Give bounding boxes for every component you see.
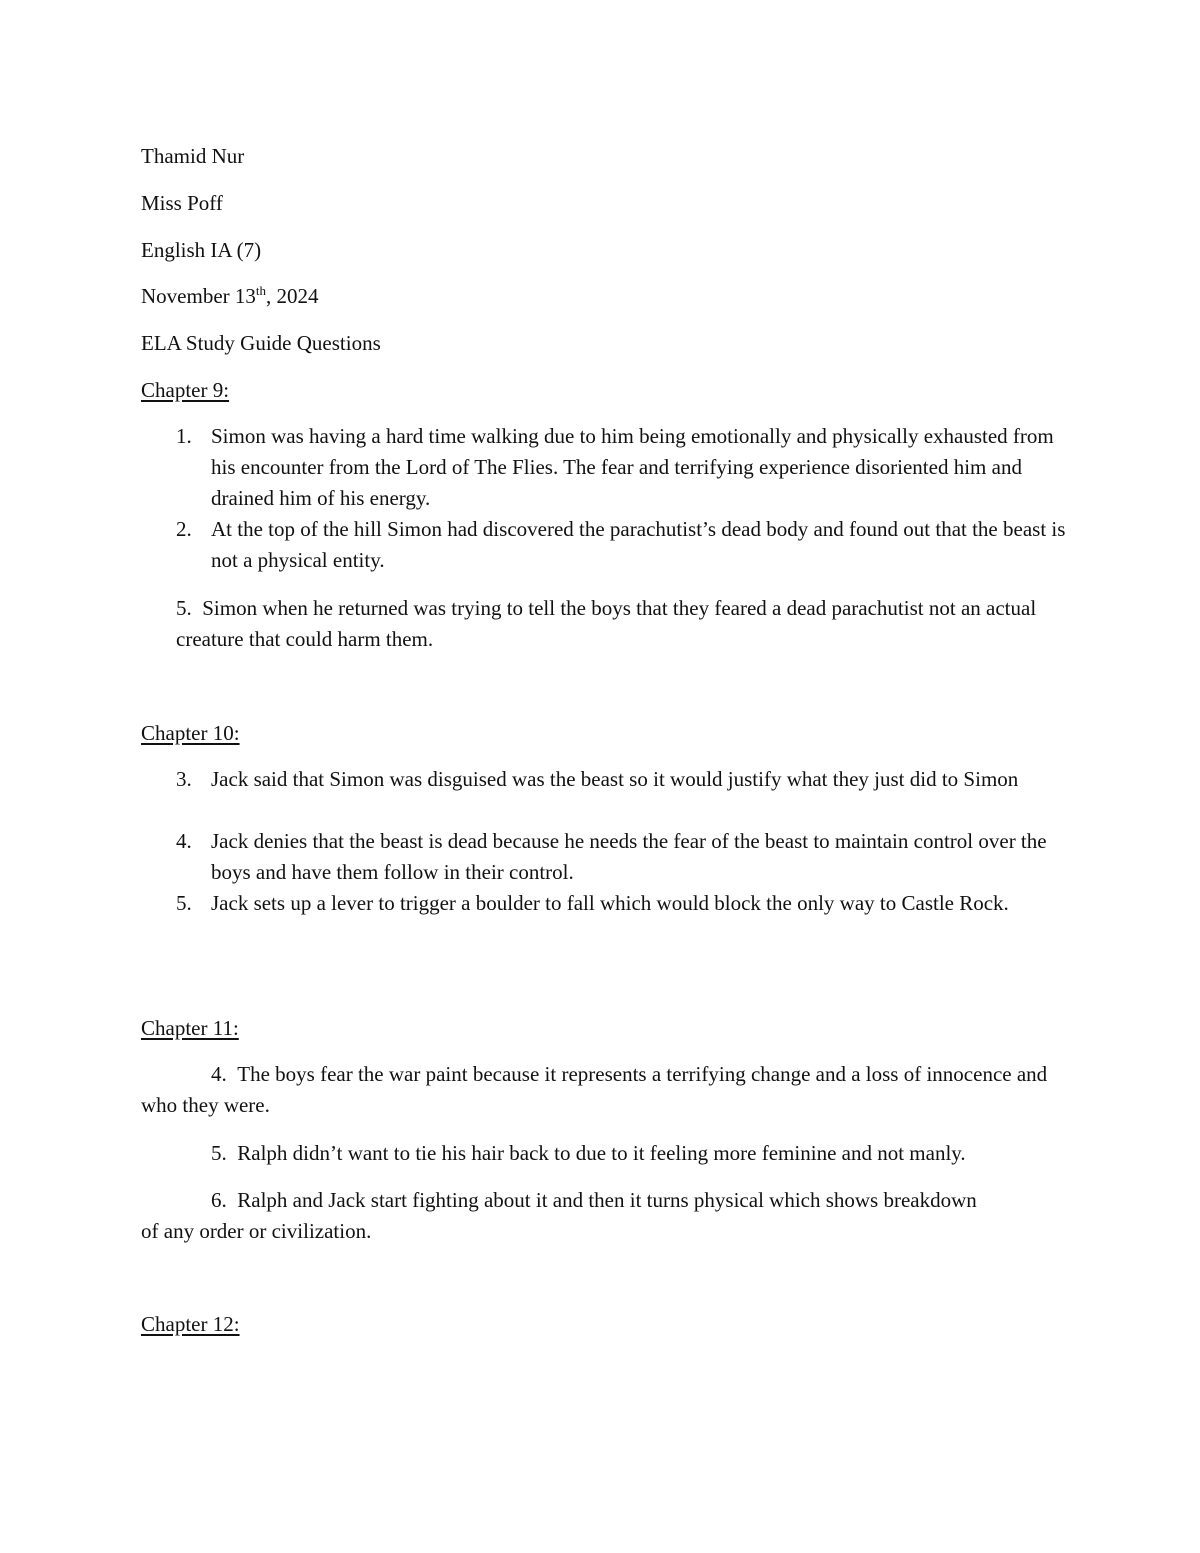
class-name: English IA (7) — [141, 238, 262, 262]
list-item: Jack denies that the beast is dead because he needs the fear of the beast to maintain control over the boys and have them follow in their control. — [211, 829, 1047, 884]
list-item: Jack sets up a lever to trigger a boulder to fall which would block the only way to Castle Rock. — [211, 891, 1009, 915]
answer-number: 6. — [211, 1188, 227, 1212]
chapter-10-heading: Chapter 10: — [141, 721, 240, 745]
list-item-number: 5. — [176, 891, 192, 915]
list-item-number: 3. — [176, 767, 192, 791]
answer-text: Ralph and Jack start fighting about it and then it turns physical which shows breakdown of any order or civilization. — [141, 1188, 977, 1243]
chapter-12-heading: Chapter 12: — [141, 1312, 240, 1336]
answer-number: 4. — [211, 1062, 227, 1086]
chapter-11-heading: Chapter 11: — [141, 1016, 239, 1040]
chapter-9-answer-5 — [176, 593, 1081, 655]
answer-text: Ralph didn’t want to tie his hair back to due to it feeling more feminine and not manly. — [237, 1141, 966, 1165]
date-ordinal: th — [255, 283, 267, 298]
teacher-name: Miss Poff — [141, 191, 223, 215]
chapter-11-answer-5 — [141, 1138, 1081, 1169]
chapter-11-answer-4 — [141, 1059, 1081, 1121]
document-title: ELA Study Guide Questions — [141, 331, 381, 355]
answer-text: The boys fear the war paint because it represents a terrifying change and a loss of innocence and who they were. — [141, 1062, 1048, 1117]
chapter-9-heading: Chapter 9: — [141, 378, 230, 402]
date-line — [141, 281, 319, 312]
list-item-number: 2. — [176, 517, 192, 541]
list-item: Jack said that Simon was disguised was the beast so it would justify what they just did to Simon — [211, 767, 1019, 791]
chapter-11-answer-6 — [141, 1185, 991, 1247]
list-item-number: 1. — [176, 424, 192, 448]
answer-number: 5. — [211, 1141, 227, 1165]
date-main: November 13 — [141, 284, 256, 308]
list-item: Simon was having a hard time walking due to him being emotionally and physically exhausted from his encounter from the Lord of The Flies. The fear and terrifying experience disoriented him and drained him of his energy. — [211, 424, 1054, 510]
answer-text: Simon when he returned was trying to tell the boys that they feared a dead parachutist not an actual creature that could harm them. — [176, 596, 1037, 651]
date-year: , 2024 — [266, 284, 319, 308]
student-name: Thamid Nur — [141, 144, 245, 168]
answer-number: 5. — [176, 596, 192, 620]
list-item-number: 4. — [176, 829, 192, 853]
list-item: At the top of the hill Simon had discovered the parachutist’s dead body and found out that the beast is not a physical entity. — [211, 517, 1066, 572]
